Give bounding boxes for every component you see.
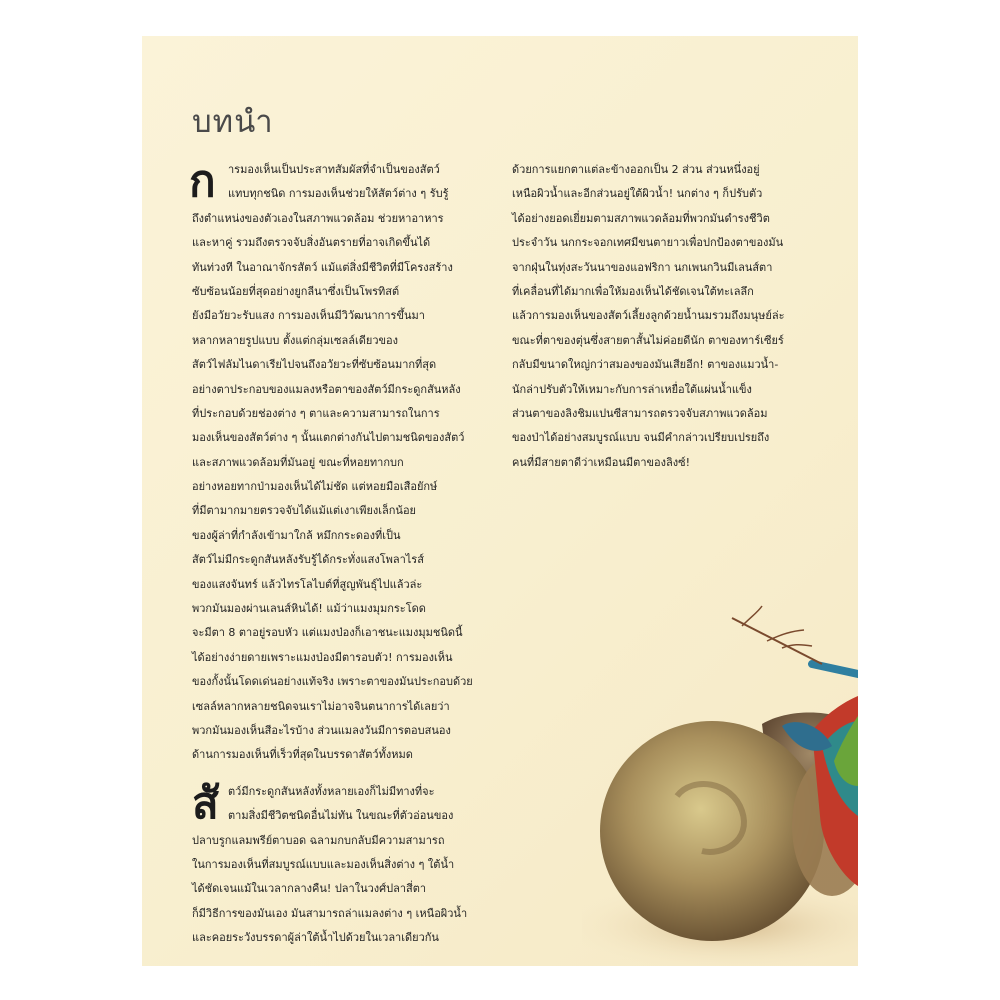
text-line: ที่มีตามากมายตรวจจับได้แม้แต่เงาเพียงเล็กน้อย bbox=[192, 504, 417, 518]
text-line: ถึงตำแหน่งของตัวเองในสภาพแวดล้อม ช่วยหาอาหาร bbox=[192, 211, 444, 225]
text-line: ก็มีวิธีการของมันเอง มันสามารถล่าแมลงต่าง ๆ เหนือผิวน้ำ bbox=[192, 906, 468, 920]
drop-cap-2: สั bbox=[192, 777, 219, 829]
drop-cap-1: ก bbox=[189, 156, 216, 207]
text-line: ของป่าได้อย่างสมบูรณ์แบบ จนมีคำกล่าวเปรียบเปรยถึง bbox=[512, 431, 770, 445]
text-line: ของกั้งนั้นโดดเด่นอย่างแท้จริง เพราะตาของมันประกอบด้วย bbox=[192, 675, 473, 689]
text-line: แล้วการมองเห็นของสัตว์เลี้ยงลูกด้วยน้ำนมรวมถึงมนุษย์ล่ะ bbox=[512, 309, 785, 323]
text-line: เซลล์หลากหลายชนิดจนเราไม่อาจจินตนาการได้เลยว่า bbox=[192, 699, 450, 713]
text-line: พวกมันมองผ่านเลนส์หินได้! แม้ว่าแมงมุมกระโดด bbox=[192, 602, 426, 616]
text-line: ด้านการมองเห็นที่เร็วที่สุดในบรรดาสัตว์ทั้งหมด bbox=[192, 748, 413, 762]
page-title: บทนำ bbox=[192, 104, 274, 140]
text-line: สัตว์ไฟลัมไนดาเรียไปจนถึงอวัยวะที่ซับซ้อนมากที่สุด bbox=[192, 358, 437, 372]
text-line: ตามสิ่งมีชีวิตชนิดอื่นไม่ทัน ในขณะที่ตัวอ่อนของ bbox=[228, 809, 454, 823]
text-line: และคอยระวังบรรดาผู้ล่าใต้น้ำไปด้วยในเวลาเดียวกัน bbox=[192, 931, 439, 945]
text-line: มองเห็นของสัตว์ต่าง ๆ นั้นแตกต่างกันไปตามชนิดของสัตว์ bbox=[192, 431, 465, 445]
text-line: ที่เคลื่อนที่ได้มากเพื่อให้มองเห็นได้ชัดเจนใต้ทะเลลึก bbox=[512, 284, 754, 298]
right-column bbox=[512, 158, 812, 475]
text-line: ตว์มีกระดูกสันหลังทั้งหลายเองก็ไม่มีทางที่จะ bbox=[228, 784, 435, 798]
text-line: ด้วยการแยกตาแต่ละข้างออกเป็น 2 ส่วน ส่วนหนึ่งอยู่ bbox=[512, 163, 760, 176]
text-line: อย่างหอยทากป่ามองเห็นได้ไม่ชัด แต่หอยมือเสือยักษ์ bbox=[192, 480, 438, 494]
text-line: ได้อย่างยอดเยี่ยมตามสภาพแวดล้อมที่พวกมันดำรงชีวิต bbox=[512, 211, 770, 225]
text-line: ที่ประกอบด้วยช่องต่าง ๆ ตาและความสามารถในการ bbox=[192, 406, 440, 420]
paragraph-1 bbox=[189, 156, 502, 768]
text-line: หลากหลายรูปแบบ ตั้งแต่กลุ่มเซลล์เดียวของ bbox=[192, 333, 399, 347]
text-line: ซับซ้อนน้อยที่สุดอย่างยูกลีนาซึ่งเป็นโพรทิสต์ bbox=[192, 284, 400, 298]
text-line: ได้อย่างง่ายดายเพราะแมงป่องมีตารอบตัว! การมองเห็น bbox=[192, 650, 453, 664]
text-line: ยังมีอวัยวะรับแสง การมองเห็นมีวิวัฒนาการขึ้นมา bbox=[192, 309, 425, 323]
text-line: ทันท่วงที ในอาณาจักรสัตว์ แม้แต่สิ่งมีชีวิตที่มีโครงสร้าง bbox=[192, 260, 453, 274]
text-line: แทบทุกชนิด การมองเห็นช่วยให้สัตว์ต่าง ๆ รับรู้ bbox=[228, 187, 449, 201]
text-line: ของแสงจันทร์ แล้วไทรโลไบต์ที่สูญพันธุ์ไปแล้วล่ะ bbox=[192, 577, 423, 591]
text-line: กลับมีขนาดใหญ่กว่าสมองของมันเสียอีก! ตาของแมวน้ำ- bbox=[512, 358, 779, 372]
text-line: และสภาพแวดล้อมที่มันอยู่ ขณะที่หอยทากบก bbox=[192, 455, 404, 469]
text-line: คนที่มีสายตาดีว่าเหมือนมีตาของลิงซ์! bbox=[512, 455, 690, 469]
text-line: จากฝุ่นในทุ่งสะวันนาของแอฟริกา นกเพนกวินมีเลนส์ตา bbox=[512, 260, 773, 274]
text-line: ารมองเห็นเป็นประสาทสัมผัสที่จำเป็นของสัตว์ bbox=[228, 163, 440, 176]
text-line: นักล่าปรับตัวให้เหมาะกับการล่าเหยื่อใต้แผ่นน้ำแข็ง bbox=[512, 382, 752, 396]
text-line: ปลาบรูกแลมพรีย์ตาบอด ฉลามกบกลับมีความสามารถ bbox=[192, 833, 445, 847]
text-line: ส่วนตาของลิงชิมแปนซีสามารถตรวจจับสภาพแวดล้อม bbox=[512, 406, 768, 420]
text-line: และหาคู่ รวมถึงตรวจจับสิ่งอันตรายที่อาจเกิดขึ้นได้ bbox=[192, 236, 431, 250]
text-line: ในการมองเห็นที่สมบูรณ์แบบและมองเห็นสิ่งต่าง ๆ ใต้น้ำ bbox=[192, 857, 455, 871]
text-line: อย่างตาประกอบของแมลงหรือตาของสัตว์มีกระดูกสันหลัง bbox=[192, 382, 461, 396]
left-column bbox=[189, 156, 502, 951]
text-line: พวกมันมองเห็นสีอะไรบ้าง ส่วนแมลงวันมีการตอบสนอง bbox=[192, 723, 451, 737]
text-line: จะมีตา 8 ตาอยู่รอบหัว แต่แมงป่องก็เอาชนะแมงมุมชนิดนี้ bbox=[192, 626, 463, 640]
text-line: สัตว์ไม่มีกระดูกสันหลังรับรู้ได้กระทั่งแสงโพลาไรส์ bbox=[192, 553, 424, 567]
chameleon-on-rock-illustration bbox=[582, 556, 858, 966]
book-page bbox=[142, 36, 858, 966]
text-line: ของผู้ล่าที่กำลังเข้ามาใกล้ หมึกกระดองที่เป็น bbox=[192, 528, 401, 542]
paragraph-2 bbox=[192, 777, 502, 951]
paragraph-3 bbox=[512, 158, 812, 475]
text-line: ได้ชัดเจนแม้ในเวลากลางคืน! ปลาในวงศ์ปลาสี่ตา bbox=[192, 882, 427, 896]
text-line: ประจำวัน นกกระจอกเทศมีขนตายาวเพื่อปกป้องตาของมัน bbox=[512, 236, 784, 250]
text-line: ขณะที่ตาของตุ่นซึ่งสายตาสั้นไม่ค่อยดีนัก ตาของทาร์เซียร์ bbox=[512, 333, 784, 347]
text-line: เหนือผิวน้ำและอีกส่วนอยู่ใต้ผิวน้ำ! นกต่าง ๆ ก็ปรับตัว bbox=[512, 187, 763, 201]
